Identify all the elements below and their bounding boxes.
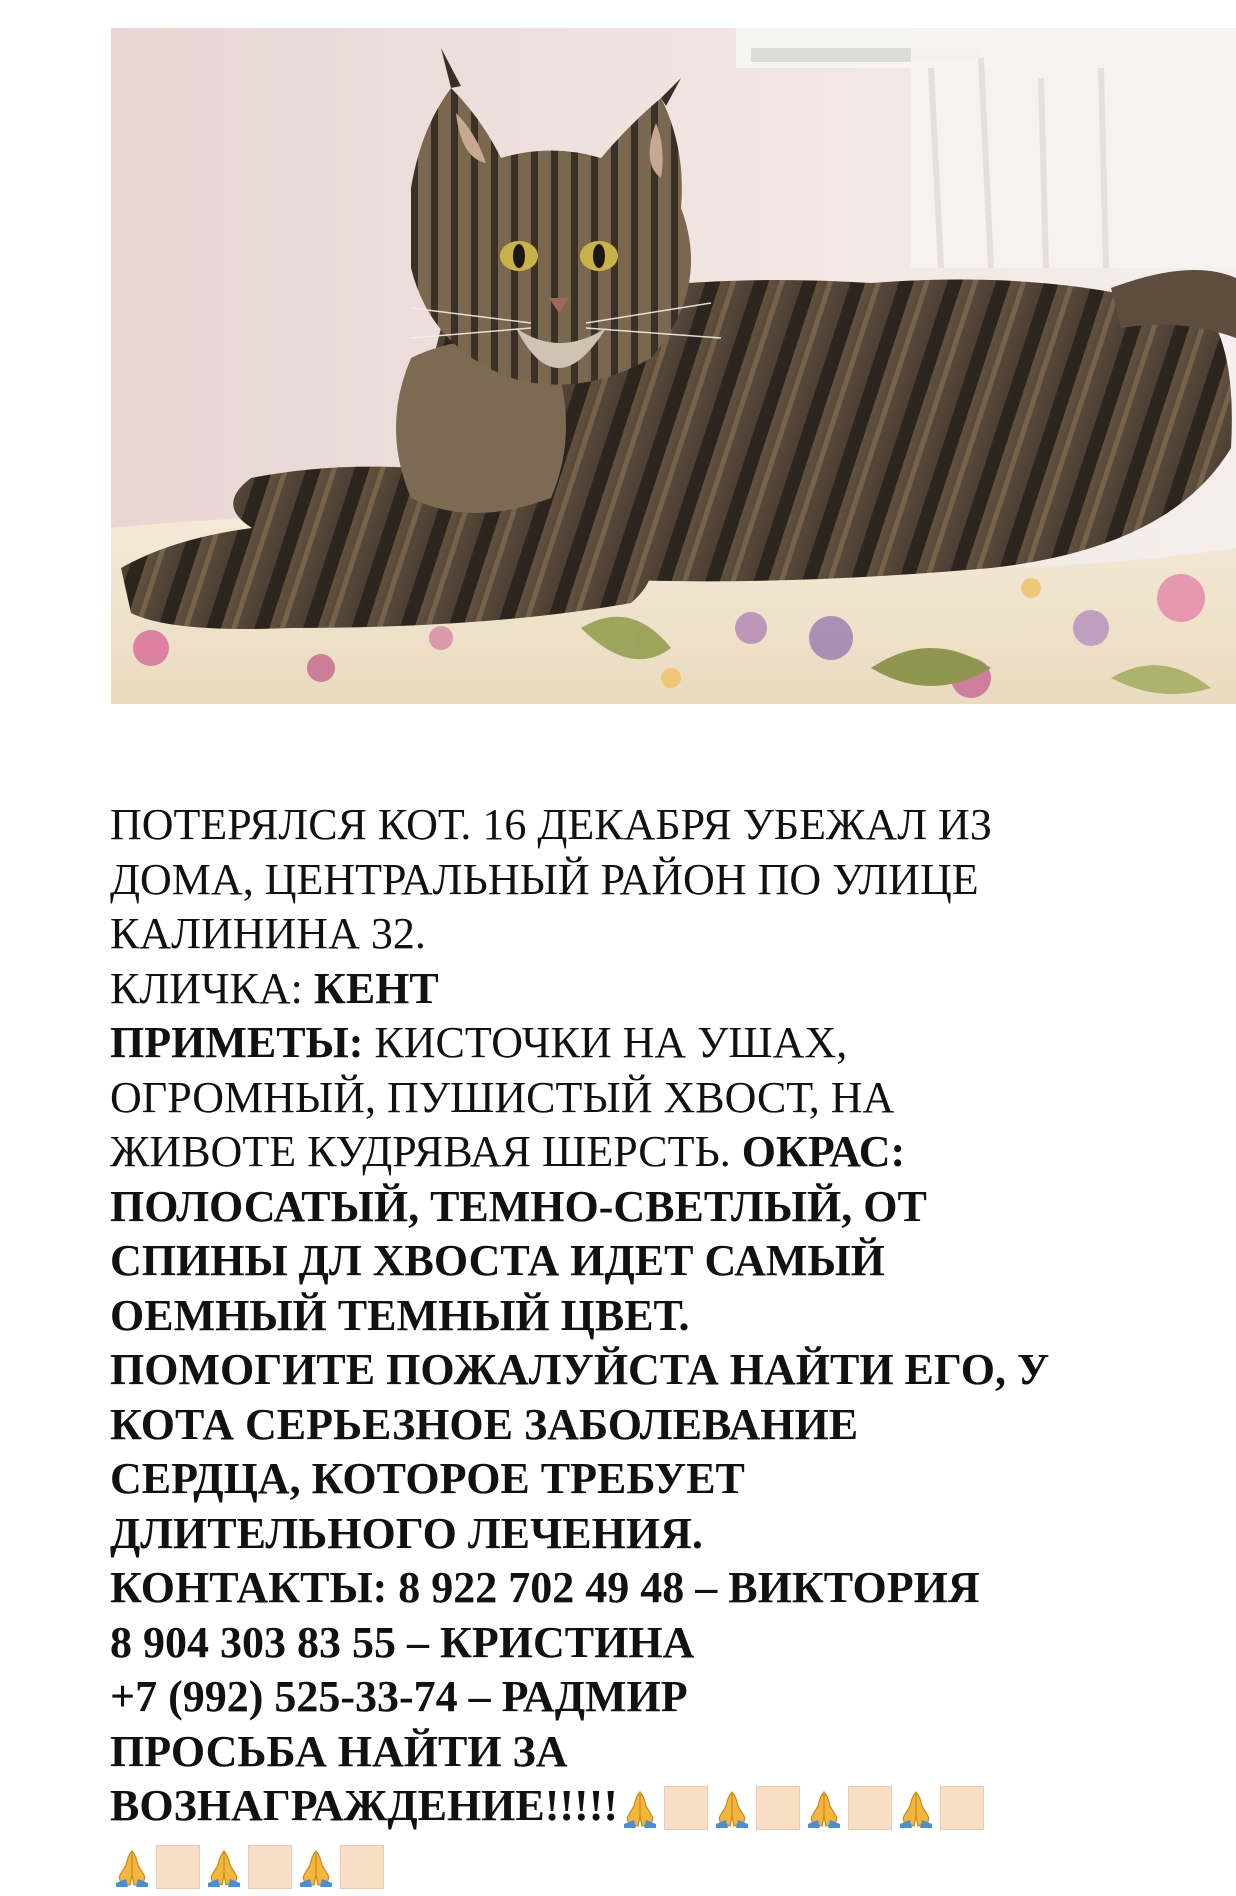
intro-line-3: КАЛИНИНА 32.: [110, 907, 1110, 962]
contact-line-3: +7 (992) 525-33-74 – РАДМИР: [110, 1670, 1110, 1725]
reward-text: ВОЗНАГРАЖДЕНИЕ!!!!!: [110, 1781, 618, 1830]
contact-line-2: 8 904 303 83 55 – КРИСТИНА: [110, 1616, 1110, 1671]
emoji-line-2: [110, 1838, 1110, 1896]
folded-hands-icon: [710, 1786, 754, 1830]
intro-line-2: ДОМА, ЦЕНТРАЛЬНЫЙ РАЙОН ПО УЛИЦЕ: [110, 853, 1110, 908]
skin-tone-modifier-box: [340, 1845, 384, 1889]
contact-line-1: КОНТАКТЫ: 8 922 702 49 48 – ВИКТОРИЯ: [110, 1561, 1110, 1616]
signs-line-2: ОГРОМНЫЙ, ПУШИСТЫЙ ХВОСТ, НА: [110, 1071, 1110, 1126]
cat-photo: [111, 28, 1236, 704]
cat-photo-illustration: [111, 28, 1236, 704]
folded-hands-icon: [294, 1845, 338, 1889]
signs-line-1-text: КИСТОЧКИ НА УШАХ,: [363, 1018, 847, 1067]
emoji-row-2: [110, 1842, 386, 1896]
signs-label: ПРИМЕТЫ:: [110, 1018, 363, 1067]
signs-line-3: [110, 1125, 1110, 1180]
poster-text: [110, 798, 1110, 1896]
skin-tone-modifier-box: [756, 1786, 800, 1830]
skin-tone-modifier-box: [848, 1786, 892, 1830]
help-line-1: ПОМОГИТЕ ПОЖАЛУЙСТА НАЙТИ ЕГО, У: [110, 1343, 1110, 1398]
help-line-4: ДЛИТЕЛЬНОГО ЛЕЧЕНИЯ.: [110, 1507, 1110, 1562]
folded-hands-icon: [618, 1786, 662, 1830]
skin-tone-modifier-box: [940, 1786, 984, 1830]
cat-name-label: КЛИЧКА:: [110, 964, 314, 1013]
help-line-2: КОТА СЕРЬЕЗНОЕ ЗАБОЛЕВАНИЕ: [110, 1398, 1110, 1453]
emoji-row-1: [618, 1783, 986, 1838]
color-label: ОКРАС:: [742, 1127, 905, 1176]
skin-tone-modifier-box: [664, 1786, 708, 1830]
color-line-2: СПИНЫ ДЛ ХВОСТА ИДЕТ САМЫЙ: [110, 1234, 1110, 1289]
cat-name-line: [110, 962, 1110, 1017]
folded-hands-icon: [802, 1786, 846, 1830]
reward-line-2: [110, 1779, 1110, 1838]
skin-tone-modifier-box: [156, 1845, 200, 1889]
signs-line-1: [110, 1016, 1110, 1071]
intro-line-1: ПОТЕРЯЛСЯ КОТ. 16 ДЕКАБРЯ УБЕЖАЛ ИЗ: [110, 798, 1110, 853]
folded-hands-icon: [110, 1845, 154, 1889]
cat-name-value: КЕНТ: [314, 964, 439, 1013]
skin-tone-modifier-box: [248, 1845, 292, 1889]
help-line-3: СЕРДЦА, КОТОРОЕ ТРЕБУЕТ: [110, 1452, 1110, 1507]
reward-line-1: ПРОСЬБА НАЙТИ ЗА: [110, 1725, 1110, 1780]
folded-hands-icon: [202, 1845, 246, 1889]
folded-hands-icon: [894, 1786, 938, 1830]
signs-line-3-text: ЖИВОТЕ КУДРЯВАЯ ШЕРСТЬ.: [110, 1127, 742, 1176]
color-line-1: ПОЛОСАТЫЙ, ТЕМНО-СВЕТЛЫЙ, ОТ: [110, 1180, 1110, 1235]
color-line-3: ОЕМНЫЙ ТЕМНЫЙ ЦВЕТ.: [110, 1289, 1110, 1344]
